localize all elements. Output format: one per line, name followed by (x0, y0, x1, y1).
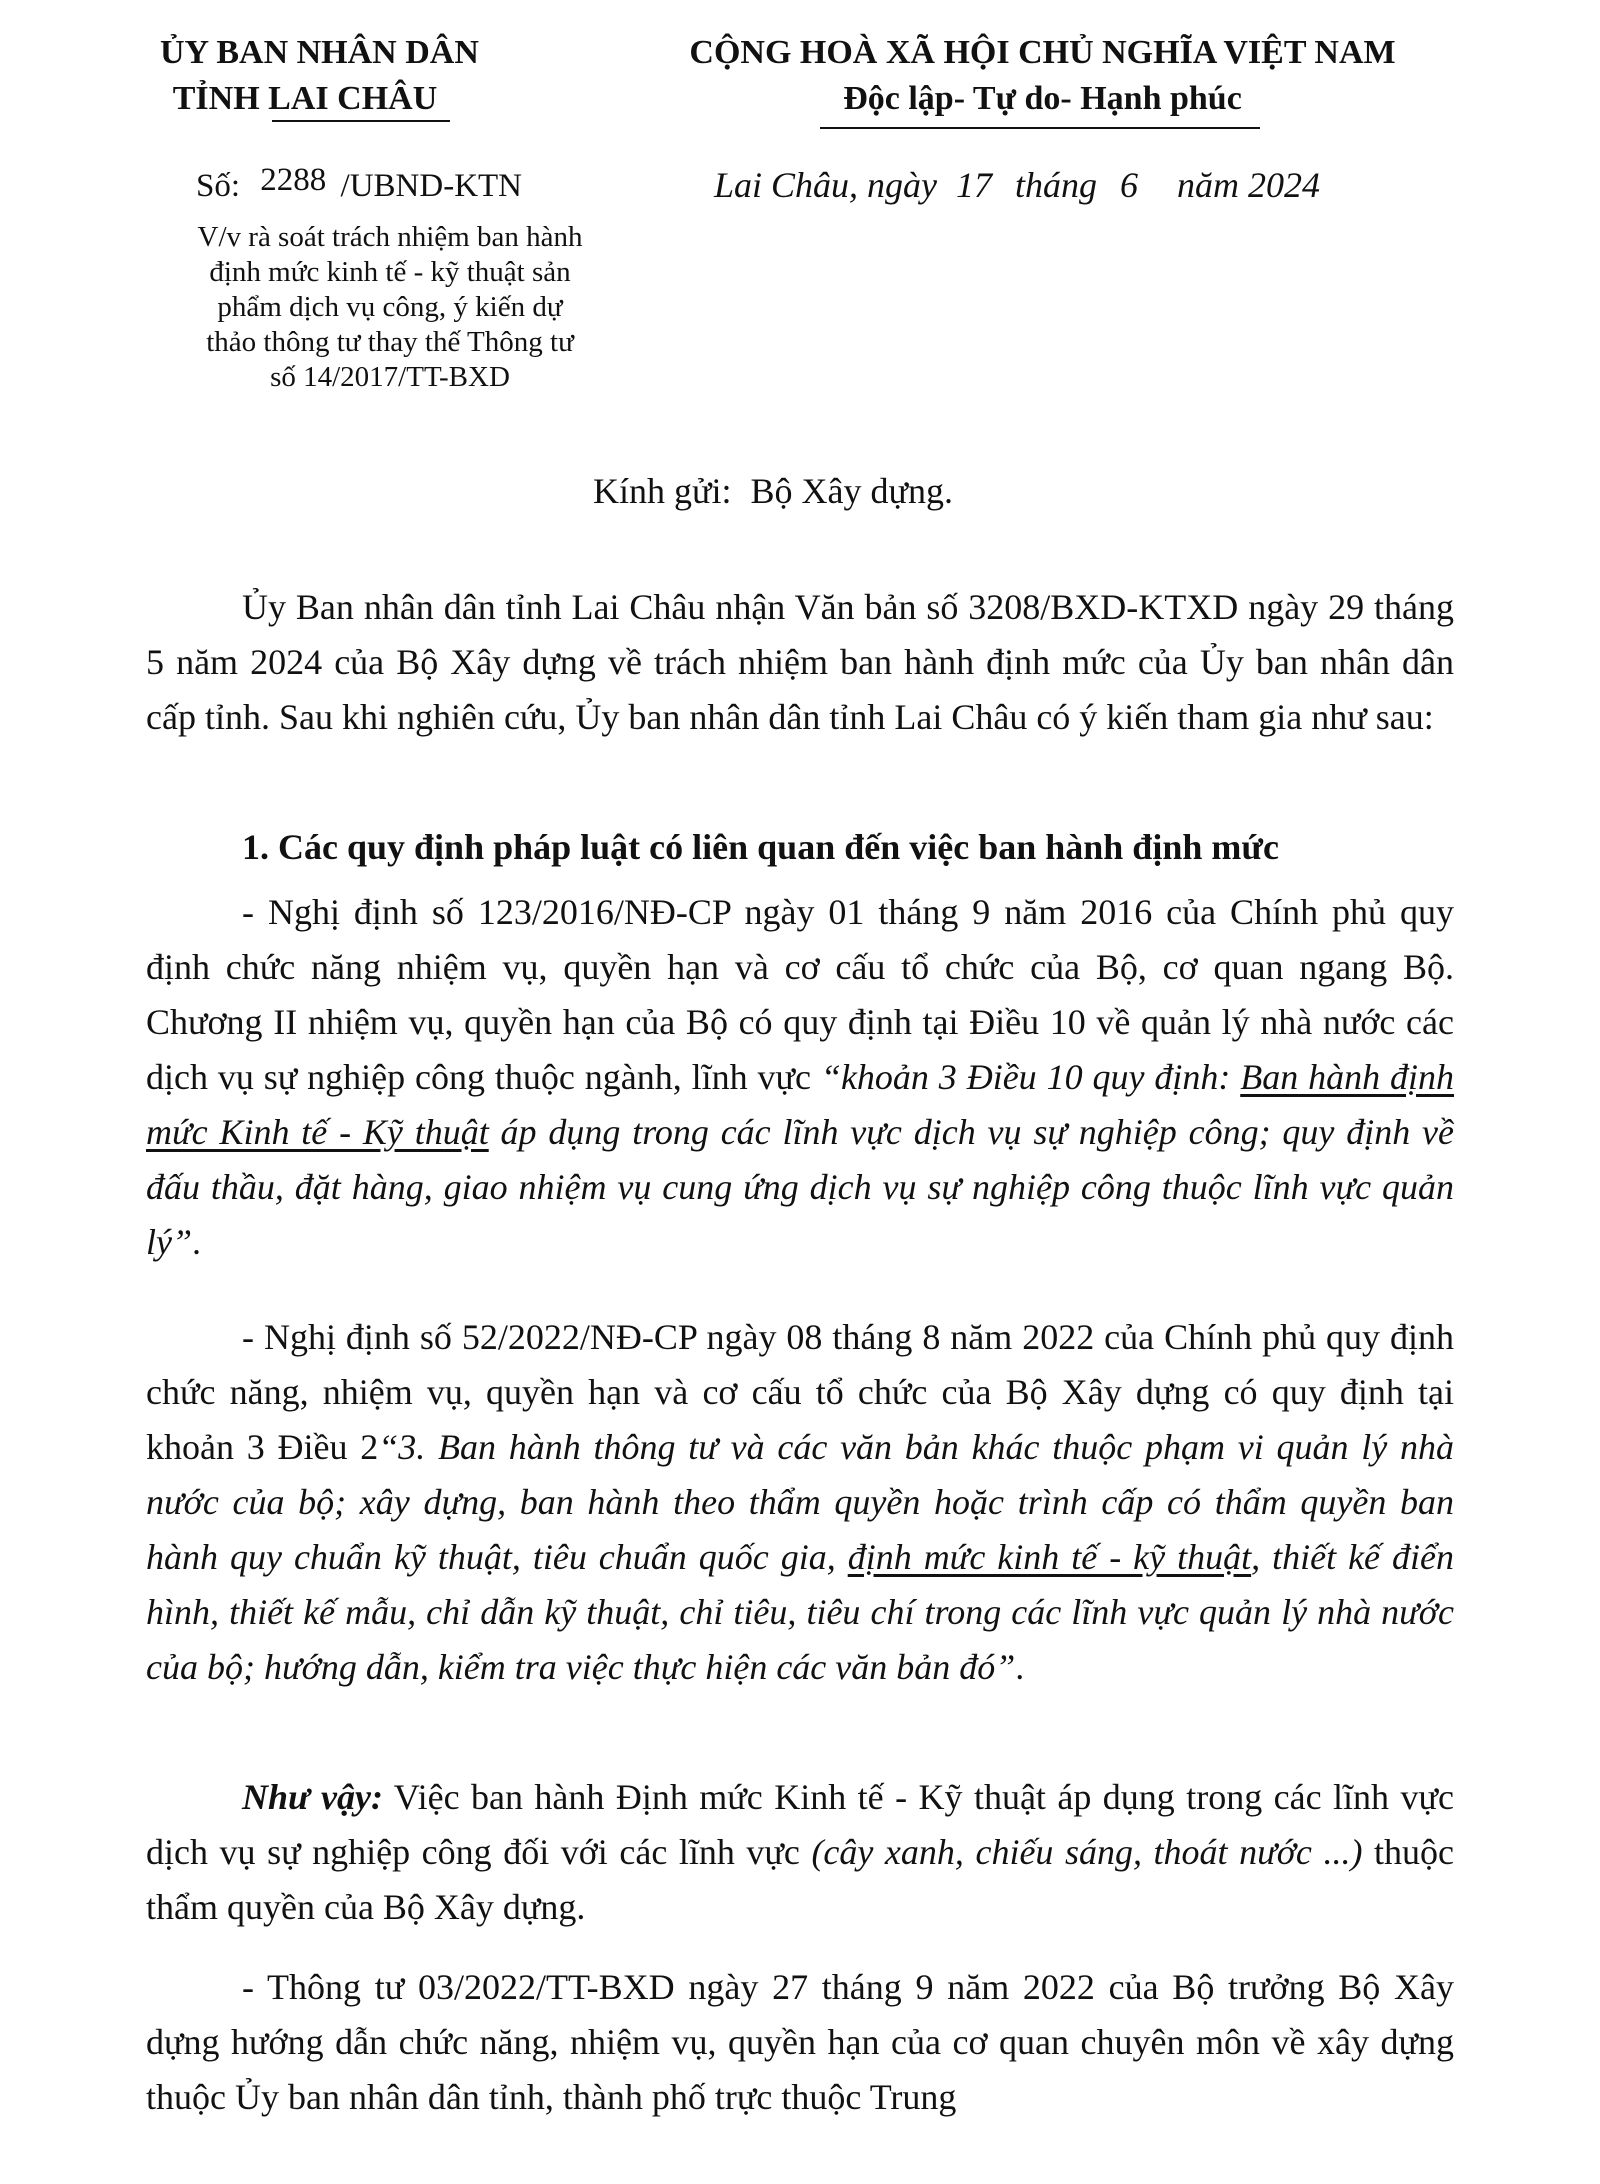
p1-quote-start: “khoản 3 Điều 10 quy định: (820, 1057, 1241, 1097)
national-title (640, 30, 1445, 122)
date-month: 6 (1120, 165, 1139, 205)
p3-lead: Như vậy: (242, 1777, 383, 1817)
subject-line: định mức kinh tế - kỹ thuật sản (209, 256, 571, 288)
p3-text-2: thuộc thẩm quyền của Bộ Xây dựng. (146, 1832, 1454, 1927)
doc-number-suffix: /UBND-KTN (340, 168, 523, 204)
p2-quote-start: “3. Ban hành thông tư và các văn bản khác thuộc phạm vi quản lý nhà nước của bộ; xây dựng, ban hành theo thẩm quyền hoặc trình cấp có thẩm quyền ban hành quy chuẩn kỹ thuật, tiêu chuẩn quốc gia, (146, 1427, 1454, 1577)
intro-paragraph: Ủy Ban nhân dân tỉnh Lai Châu nhận Văn bản số 3208/BXD-KTXD ngày 29 tháng 5 năm 2024 của Bộ Xây dựng về trách nhiệm ban hành định mức của Ủy ban nhân dân cấp tỉnh. Sau khi nghiên cứu, Ủy ban nhân dân tỉnh Lai Châu có ý kiến tham gia như sau: (146, 587, 1454, 737)
p3-fields: (cây xanh, chiếu sáng, thoát nước ...) (811, 1832, 1363, 1872)
date-place: Lai Châu, ngày (714, 165, 938, 205)
national-title-line-1: CỘNG HOÀ XÃ HỘI CHỦ NGHĨA VIỆT NAM (689, 34, 1396, 71)
date-year: năm 2024 (1177, 165, 1321, 205)
p2-text: - Nghị định số 52/2022/NĐ-CP ngày 08 tháng 8 năm 2022 của Chính phủ quy định chức năng, nhiệm vụ, quyền hạn và cơ cấu tổ chức của Bộ Xây dựng có quy định tại khoản 3 Điều 2 (146, 1317, 1454, 1467)
doc-number-value: 2288 (260, 162, 327, 198)
document-subject (140, 220, 640, 395)
issue-date (714, 164, 1320, 206)
decree-123-paragraph (146, 885, 1454, 1270)
issuer-underline (272, 120, 450, 122)
circular-03-paragraph: - Thông tư 03/2022/TT-BXD ngày 27 tháng 9 năm 2022 của Bộ trưởng Bộ Xây dựng hướng dẫn chức năng, nhiệm vụ, quyền hạn của cơ quan chuyên môn về xây dựng thuộc Ủy ban nhân dân tỉnh, thành phố trực thuộc Trung (146, 1967, 1454, 2117)
p1-end: . (192, 1222, 202, 1262)
p1-quote-rest: áp dụng trong các lĩnh vực dịch vụ sự nghiệp công; quy định về đấu thầu, đặt hàng, giao nhiệm vụ cung ứng dịch vụ sự nghiệp công thuộc lĩnh vực quản lý” (146, 1112, 1454, 1262)
p3-text-1: Việc ban hành Định mức Kinh tế - Kỹ thuật áp dụng trong các lĩnh vực dịch vụ sự nghiệp công đối với các lĩnh vực (146, 1777, 1454, 1872)
date-day: 17 (956, 165, 993, 205)
date-month-label: tháng (1015, 165, 1098, 205)
p1-quote-underlined: Ban hành định mức Kinh tế - Kỹ thuật (146, 1057, 1454, 1152)
issuer-line-2b: LAI CHÂU (259, 80, 438, 117)
subject-line: thảo thông tư thay thế Thông tư (206, 326, 574, 358)
motto-underline (820, 127, 1260, 129)
recipient-label: Kính gửi: (593, 471, 732, 511)
issuer-line-2 (160, 76, 450, 122)
document-number (196, 162, 523, 205)
p2-quote-rest: , thiết kế điển hình, thiết kế mẫu, chỉ dẫn kỹ thuật, chỉ tiêu, tiêu chí trong các lĩnh vực quản lý nhà nước của bộ; hướng dẫn, kiểm tra việc thực hiện các văn bản đó” (146, 1537, 1454, 1687)
p1-text: - Nghị định số 123/2016/NĐ-CP ngày 01 tháng 9 năm 2016 của Chính phủ quy định chức năng nhiệm vụ, quyền hạn và cơ cấu tổ chức của Bộ, cơ quan ngang Bộ. Chương II nhiệm vụ, quyền hạn của Bộ có quy định tại Điều 10 về quản lý nhà nước các dịch vụ sự nghiệp công thuộc ngành, lĩnh vực (146, 892, 1454, 1097)
subject-line: phẩm dịch vụ công, ý kiến dự (217, 291, 563, 323)
issuer-line-2a: TỈNH (172, 80, 260, 117)
issuer-line-1: ỦY BAN NHÂN DÂN (160, 34, 479, 71)
doc-number-prefix: Số: (196, 168, 241, 204)
recipient (593, 470, 953, 512)
section-1-heading: 1. Các quy định pháp luật có liên quan đến việc ban hành định mức (242, 827, 1279, 867)
subject-line: số 14/2017/TT-BXD (270, 361, 510, 393)
subject-line: V/v rà soát trách nhiệm ban hành (197, 221, 583, 253)
p2-quote-underlined: định mức kinh tế - kỹ thuật (847, 1537, 1252, 1577)
p2-end: . (1015, 1647, 1025, 1687)
decree-52-paragraph (146, 1310, 1454, 1695)
recipient-name: Bộ Xây dựng. (750, 471, 954, 511)
conclusion-paragraph (146, 1770, 1454, 1935)
national-motto: Độc lập- Tự do- Hạnh phúc (843, 80, 1242, 117)
issuer-name (160, 30, 479, 122)
